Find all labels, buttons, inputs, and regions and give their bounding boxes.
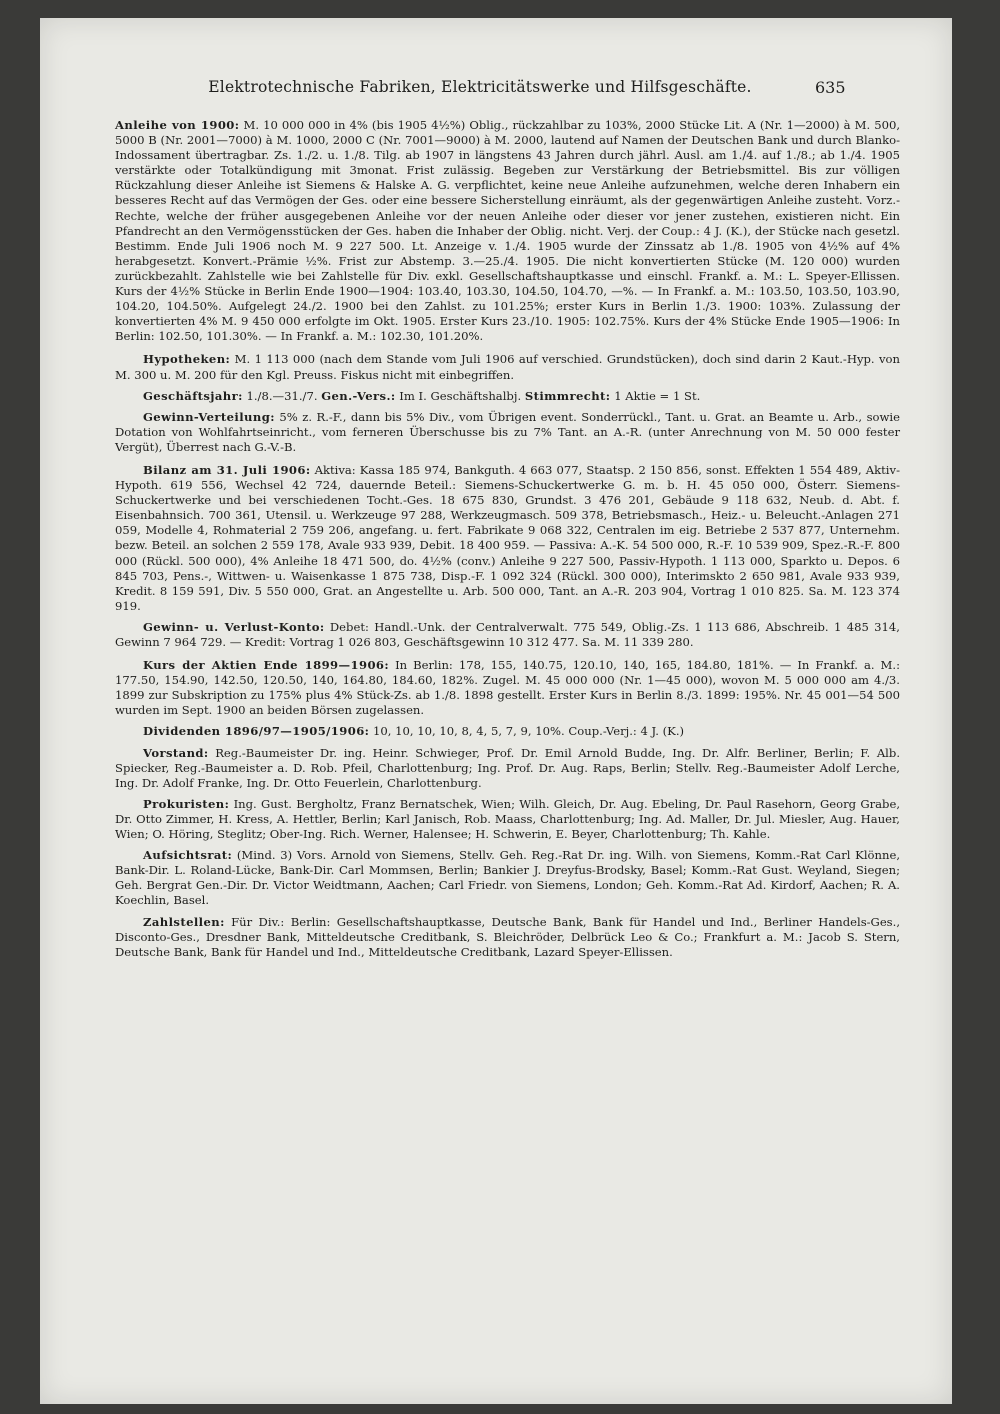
document-page [40,18,952,1404]
section-text: 1./8.—31./7. [246,388,318,403]
section-text: 5% z. R.-F., dann bis 5% Div., vom Übrigen event. Sonderrückl., Tant. u. Grat. an Beamte u. Arb., sowie Dotation von Wohlfahrtseinricht., vom ferneren Überschusse bis zu 7% Tant. an A.-R. (unter Anrechnung von M. 50 000 fester Vergüt), Überrest nach G.-V.-B. [115,409,900,454]
document-body [115,118,900,966]
section-text: (Mind. 3) Vors. Arnold von Siemens, Stellv. Geh. Reg.-Rat Dr. ing. Wilh. von Siemens, Komm.-Rat Carl Klönne, Bank-Dir. L. Roland-Lücke, Bank-Dir. Carl Mommsen, Berlin; Bankier J. Dreyfus-Brodsky, Basel; Komm.-Rat Gust. Weyland, Siegen; Geh. Bergrat Gen.-Dir. Dr. Victor Weidtmann, Aachen; Carl Friedr. von Siemens, London; Geh. Komm.-Rat Ad. Kirdorf, Aachen; R. A. Koechlin, Basel. [115,848,901,908]
page-number: 635 [815,78,846,97]
section-prokuristen [115,797,900,842]
section-label: Dividenden 1896/97—1905/1906: [143,724,370,739]
section-aufsichtsrat [115,848,900,908]
section-bilanz [115,463,900,614]
section-text: Aktiva: Kassa 185 974, Bankguth. 4 663 077, Staatsp. 2 150 856, sonst. Effekten 1 554 489, Aktiv-Hypoth. 619 556, Wechsel 42 724, dauernde Beteil.: Siemens-Schuckertwerke G. m. b. H. 45 050 000, Österr. Siemens-Schuckertwerke und bei verschiedenen Tocht.-Ges. 18 675 830, Grundst. 3 476 201, Gebäude 9 118 632, Neub. d. Abt. f. Eisenbahnsich. 700 361, Utensil. u. Werkzeuge 97 288, Werkzeugmasch. 509 378, Betriebsmasch., Heiz.- u. Beleucht.-Anlagen 271 059, Modelle 4, Rohmaterial 2 759 206, angefang. u. fert. Fabrikate 9 068 322, Centralen im eig. Betriebe 2 537 877, Unternehm. bezw. Beteil. an solchen 2 559 178, Avale 933 939, Debit. 18 400 959. — Passiva: A.-K. 54 500 000, R.-F. 10 539 909, Spez.-R.-F. 800 000 (Rückl. 500 000), 4% Anleihe 18 471 500, do. 4½% (conv.) Anleihe 9 227 500, Passiv-Hypoth. 1 113 000, Sparkto u. Depos. 6 845 703, Pens.-, Wittwen- u. Waisenkasse 1 875 738, Disp.-F. 1 092 324 (Rückl. 300 000), Interimskto 2 650 981, Avale 933 939, Kredit. 8 159 591, Div. 5 550 000, Grat. an Angestellte u. Arb. 500 000, Tant. an A.-R. 203 904, Vortrag 1 010 825. Sa. M. 123 374 919. [115,462,900,613]
section-anleihe [115,118,900,344]
section-label: Hypotheken: [143,352,231,367]
section-label: Anleihe von 1900: [115,118,240,132]
section-label: Gewinn- u. Verlust-Konto: [143,619,325,634]
section-gewinn-verlust [115,620,900,650]
section-label: Vorstand: [143,745,209,760]
section-label: Geschäftsjahr: [143,388,243,403]
section-label: Zahlstellen: [143,914,225,929]
section-label: Gewinn-Verteilung: [143,409,275,424]
section-kurs-aktien [115,658,900,718]
section-gewinn-verteilung [115,410,900,455]
section-text: M. 10 000 000 in 4% (bis 1905 4½%) Oblig., rückzahlbar zu 103%, 2000 Stücke Lit. A (Nr. 1—2000) à M. 500, 5000 B (Nr. 2001—7000) à M. 1000, 2000 C (Nr. 7001—9000) à M. 2000, lautend auf Namen der Deutschen Bank und durch Blanko-Indossament übertragbar. Zs. 1./2. u. 1./8. Tilg. ab 1907 in längstens 43 Jahren durch jährl. Ausl. am 1./4. auf 1./8.; ab 1./4. 1905 verstärkte oder Totalkündigung mit 3monat. Frist zulässig. Begeben zur Verstärkung der Betriebsmittel. Bis zur völligen Rückzahlung dieser Anleihe ist Siemens & Halske A. G. verpflichtet, keine neue Anleihe aufzunehmen, welche deren Inhabern ein besseres Recht auf das Vermögen der Ges. oder eine bessere Sicherstellung einräumt, als der gegenwärtigen Anleihe zusteht. Vorz.-Rechte, welche der früher ausgegebenen Anleihe vor der neuen Anleihe oder dieser vor jener zustehen, existieren nicht. Ein Pfandrecht an den Vermögensstücken der Ges. haben die Inhaber der Oblig. nicht. Verj. der Coup.: 4 J. (K.), der Stücke nach gesetzl. Bestimm. Ende Juli 1906 noch M. 9 227 500. Lt. Anzeige v. 1./4. 1905 wurde der Zinssatz ab 1./8. 1905 von 4½% auf 4% herabgesetzt. Konvert.-Prämie ½%. Frist zur Abstemp. 3.—25./4. 1905. Die nicht konvertierten Stücke (M. 120 000) wurden zurückbezahlt. Zahlstelle wie bei Zahlstelle für Div. exkl. Gesellschaftshauptkasse und einschl. Frankf. a. M.: L. Speyer-Ellissen. Kurs der 4½% Stücke in Berlin Ende 1900—1904: 103.40, 103.30, 104.50, 104.70, —%. — In Frankf. a. M.: 103.50, 103.50, 103.90, 104.20, 104.50%. Aufgelegt 24./2. 1900 bei den Zahlst. zu 101.25%; erster Kurs in Berlin 1./3. 1900: 103%. Zulassung der konvertierten 4% M. 9 450 000 erfolgte im Okt. 1905. Erster Kurs 23./10. 1905: 102.75%. Kurs der 4% Stücke Ende 1905—1906: In Berlin: 102.50, 101.30%. — In Frankf. a. M.: 102.30, 101.20%. [115,118,901,344]
section-vorstand [115,746,900,791]
header-title: Elektrotechnische Fabriken, Elektricitätswerke und Hilfsgeschäfte. [208,78,752,96]
section-geschaeftsjahr [115,389,900,404]
section-label-genvers: Gen.-Vers.: [321,388,396,403]
section-label: Aufsichtsrat: [143,848,233,863]
running-header [40,78,952,104]
section-text: In Berlin: 178, 155, 140.75, 120.10, 140, 165, 184.80, 181%. — In Frankf. a. M.: 177.50, 154.90, 142.50, 120.50, 140, 164.80, 184.60, 182%. Zugel. M. 45 000 000 (Nr. 1—45 000), wovon M. 5 000 000 am 4./3. 1899 zur Subskription zu 175% plus 4% Stück-Zs. ab 1./8. 1898 gestellt. Erster Kurs in Berlin 8./3. 1899: 195%. Nr. 45 001—54 500 wurden im Sept. 1900 an beiden Börsen zugelassen. [115,658,901,718]
section-text-stimmrecht: 1 Aktie = 1 St. [614,388,701,403]
section-label: Bilanz am 31. Juli 1906: [143,462,311,477]
section-text: M. 1 113 000 (nach dem Stande vom Juli 1906 auf verschied. Grundstücken), doch sind darin 2 Kaut.-Hyp. von M. 300 u. M. 200 für den Kgl. Preuss. Fiskus nicht mit einbegriffen. [115,352,901,382]
section-text-genvers: Im I. Geschäftshalbj. [399,388,522,403]
section-text: Ing. Gust. Bergholtz, Franz Bernatschek, Wien; Wilh. Gleich, Dr. Aug. Ebeling, Dr. Paul Rasehorn, Georg Grabe, Dr. Otto Zimmer, H. Kress, A. Hettler, Berlin; Karl Janisch, Rob. Maass, Charlottenburg; Ing. Ad. Maller, Dr. Jul. Miesler, Aug. Hauer, Wien; O. Höring, Steglitz; Ober-Ing. Rich. Werner, Halensee; H. Schwerin, E. Beyer, Charlottenburg; Th. Kahle. [115,796,901,842]
section-dividenden [115,724,900,739]
section-hypotheken [115,352,900,382]
section-label: Prokuristen: [143,796,230,811]
section-text: Reg.-Baumeister Dr. ing. Heinr. Schwieger, Prof. Dr. Emil Arnold Budde, Ing. Dr. Alfr. Berliner, Berlin; F. Alb. Spiecker, Reg.-Baumeister a. D. Rob. Pfeil, Charlottenburg; Ing. Prof. Dr. Aug. Raps, Berlin; Stellv. Reg.-Baumeister Adolf Lerche, Ing. Dr. Adolf Franke, Ing. Dr. Otto Feuerlein, Charlottenburg. [115,745,901,790]
section-zahlstellen [115,915,900,960]
section-text: Debet: Handl.-Unk. der Centralverwalt. 775 549, Oblig.-Zs. 1 113 686, Abschreib. 1 485 314, Gewinn 7 964 729. — Kredit: Vortrag 1 026 803, Geschäftsgewinn 10 312 477. Sa. M. 11 339 280. [115,619,900,649]
section-label: Kurs der Aktien Ende 1899—1906: [143,658,390,673]
section-text: 10, 10, 10, 10, 8, 4, 5, 7, 9, 10%. Coup.-Verj.: 4 J. (K.) [373,724,685,739]
section-text: Für Div.: Berlin: Gesellschaftshauptkasse, Deutsche Bank, Bank für Handel und Ind., Berliner Handels-Ges., Disconto-Ges., Dresdner Bank, Mitteldeutsche Creditbank, S. Bleichröder, Delbrück Leo & Co.; Frankfurt a. M.: Jacob S. Stern, Deutsche Bank, Bank für Handel und Ind., Mitteldeutsche Creditbank, Lazard Speyer-Ellissen. [115,914,901,959]
section-label-stimmrecht: Stimmrecht: [524,388,611,403]
